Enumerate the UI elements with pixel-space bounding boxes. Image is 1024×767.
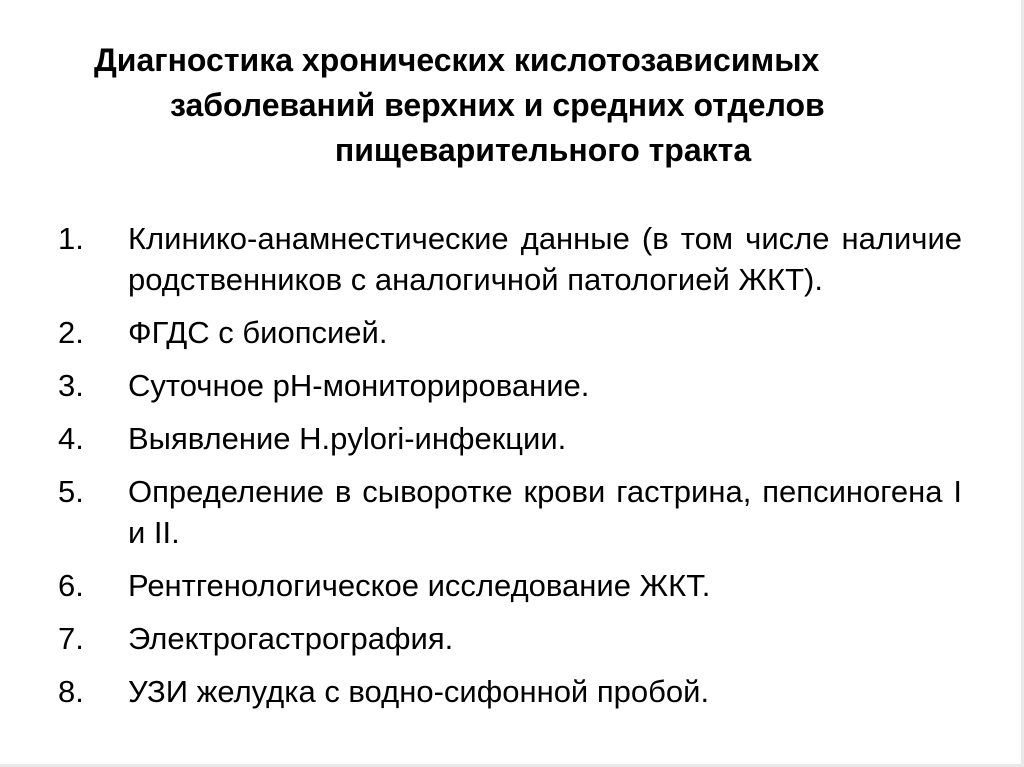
item-number: 5. [58, 474, 84, 509]
item-number: 1. [58, 221, 84, 256]
title-line-1: Диагностика хронических кислотозависимых [94, 42, 820, 78]
list-item [0, 565, 1024, 606]
item-number: 7. [58, 621, 84, 656]
list-item [0, 365, 1024, 406]
list-item [0, 312, 1024, 353]
item-text: Электрогастрография. [128, 621, 454, 656]
list-item [0, 671, 1024, 712]
title-line-2: заболеваний верхних и средних отделов [170, 87, 825, 123]
title-line-3: пищеварительного тракта [334, 132, 752, 168]
diagnostics-list [0, 218, 1024, 724]
item-text: Клинико-анамнестические данные (в том числе наличие родственников с аналогичной патологией ЖКТ). [128, 221, 962, 297]
list-item [0, 218, 1024, 300]
slide-title [90, 38, 970, 173]
item-text: ФГДС с биопсией. [128, 315, 388, 350]
item-number: 6. [58, 568, 84, 603]
item-text: УЗИ желудка с водно-сифонной пробой. [128, 674, 710, 709]
item-text: Суточное рН-мониторирование. [128, 368, 590, 403]
item-number: 4. [58, 421, 84, 456]
item-number: 2. [58, 315, 84, 350]
list-item [0, 618, 1024, 659]
item-text: Выявление H.pylori-инфекции. [128, 421, 567, 456]
item-text: Рентгенологическое исследование ЖКТ. [128, 568, 711, 603]
item-number: 8. [58, 674, 84, 709]
list-item [0, 418, 1024, 459]
list-item [0, 471, 1024, 553]
item-text: Определение в сыворотке крови гастрина, пепсиногена I и II. [128, 474, 962, 550]
item-number: 3. [58, 368, 84, 403]
